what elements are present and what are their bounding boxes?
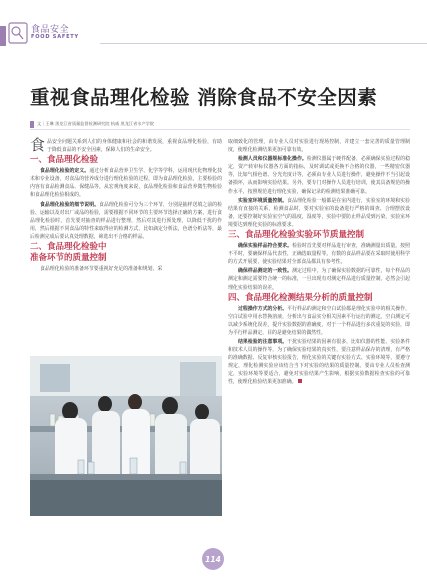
header-divider <box>100 43 427 44</box>
intro-text: 品安全问题关系到人们的身体健康和社会的和谐发展，重视食品理化检验，有助于降低食品的不安全因素，保障人们的生命安全。 <box>47 139 222 154</box>
title-divider <box>30 129 410 130</box>
section-1-paragraph-2 <box>30 201 222 241</box>
article-byline <box>30 119 410 129</box>
para-lead: 结果检验的注意事项。 <box>238 338 288 345</box>
right-paragraph-6 <box>228 338 410 387</box>
right-paragraph-5 <box>228 305 410 337</box>
right-paragraph-1 <box>228 155 410 195</box>
section-1-heading: 一、食品理化检验 <box>30 155 99 166</box>
para-body: 测定过程中，为了确保实验数据的可靠性，每个样品的测定和测定需要符合统一的标准，一旦出现有对测定样品进行质量控制，必然会引起理化实验结果的误差。 <box>228 268 410 291</box>
right-paragraph-4 <box>228 267 410 291</box>
section-title-en: FOOD SAFETY <box>31 34 79 40</box>
para-lead: 确保实验样品符合要求。 <box>238 243 293 250</box>
para-lead: 过程操作方式的分析。 <box>238 305 288 312</box>
section-2-heading-a: 二、食品理化检验中 <box>30 242 107 253</box>
para-body: 食品理化检验一般都是在室内进行，实验室的环境和实验结果有直接的关系，检测食品时，要对实验室的设备进行严格的调查、合理摆放设备，还要控制好实验室空气的温度，湿度等，实验中要防止样品受到污染，实验室环境要达到理化实验的标准要求。 <box>228 197 410 228</box>
right-continuation: 取细致化的管理，由专业人员对实验进行现场控制，并建立一套完善的质量管理制度，使理化检测结果更加可靠有效。 <box>228 139 410 154</box>
intro-paragraph <box>30 138 222 154</box>
lab-scene-illustration <box>30 356 222 516</box>
para-body: 通过分析食品营养卫生学、化学等学科，运用现代化物理化技术和专业设备，对食品的营养成分进行理化检验的过程，即为食品理化检验。主要检验的内容有食品检测食品、保健品等。从宏观角度来说，食品理化检验和食品营养微生物检验和食品理化检验相成的。 <box>30 168 222 199</box>
left-column <box>30 138 222 274</box>
page-number: 114 <box>202 548 224 570</box>
right-column <box>228 138 410 388</box>
section-1-paragraph-1 <box>30 167 222 199</box>
para-lead: 确保样品测定的一致性。 <box>238 268 293 275</box>
lab-photo <box>30 356 222 516</box>
article-title: 重视食品理化检验 消除食品不安全因素 <box>30 86 378 109</box>
para-body: 食品理化检验可分为三个环节，分别是抽样送填之前的检验、运输以及对出厂或品的检验，需要根据不同环节的主要环节选择正确的方案，进行食品理化检验时，首先要对抽查的样品进行整理，然后对其进行预处理，以降低干扰的作用，然后根据不同食品的特性来取得应的检测方式，比如滴定分析法，色谱分析法等，最后检测完成后要认真处理数据，筛选出不合格的样品。 <box>30 201 222 240</box>
section-2-paragraph-1: 食品理化检验的准备环节要重视好充足的准备和规划，采 <box>40 266 163 273</box>
section-3-heading: 三、食品理化检验实验环节质量控制 <box>228 230 365 241</box>
food-safety-logo-icon <box>8 22 28 44</box>
para-body: 平行样品的测定和空白试验都是理化实验中的相关操作，空白试验中用水替换溶液，分析出与食品实分相关因素平行运行的测定。空白测定可以减少系统化误差，提升实验数据的准确度，对于一个样品进行多次重复的实验，即为平行样品测定，目的是避免结果的偶然性。 <box>228 305 410 336</box>
para-lead: 检测人员和仪器规标准化操作。 <box>238 156 307 163</box>
drop-cap: 食 <box>30 136 46 154</box>
section-title-cn: 食品安全 <box>31 25 70 35</box>
right-paragraph-3 <box>228 242 410 266</box>
end-mark-icon <box>298 379 302 383</box>
section-header <box>0 0 427 64</box>
para-lead: 食品理化检验的细节说明。 <box>40 201 100 208</box>
header-accent-bar <box>0 26 6 46</box>
para-lead: 食品理化检验的定义。 <box>40 168 90 175</box>
para-body: 干扰实验结果的因素有很多，比如仪器的性能、实验条件和技术人员的操作等，为了确保实验结果的真实性，要注意样品保存的清理，有严格的准确数据、反复审核实验报告，理化实验的关键有实验方式、实验环境等，要遵守规定，理化检测实验应该结合当下对实验的结果的质量控制。要由专业人员检查测定，实验环境等要适合，避免对实验结果产生影响，根据实验数据检查实验的可靠性，使理化检验结果更加准确。 <box>228 338 410 386</box>
right-paragraph-2 <box>228 197 410 229</box>
byline-text: 文｜王琳 黑龙江省质量监督检测研究院 杭威 黑龙江省水产学院 <box>37 121 155 126</box>
para-body: 检测仪器属于硬件配备，必须确保实验过程的稳定，资产转审标仪器各方面的指标，及时调试或更换不合格的仪器，一些精密仪器等，比如气相色谱、分光光度计等，必须由专业人员进行操作，避免操作不当引起设备损坏，从而影响实验结果。另外，要专门对操作人员进行培训，使其具备规范的操作水平，按照规范进行理化实验，确保记录的检测结果准确可靠。 <box>228 156 410 195</box>
para-lead: 实验室环境质量控制。 <box>238 197 288 204</box>
section-4-heading: 四、食品理化检测结果分析的质量控制 <box>228 292 373 303</box>
byline-marker <box>30 121 34 128</box>
para-body: 检验时首先要对样品进行审查，准确测量出质量。按照不平时，要确保样品代表性，正确选取量程等。有数的食品样品要在采取时使用科学的方式开展要，使实验结果对全部食品都具有参考性。 <box>228 243 410 266</box>
section-2-heading-b: 准备环节的质量控制 <box>30 253 107 264</box>
